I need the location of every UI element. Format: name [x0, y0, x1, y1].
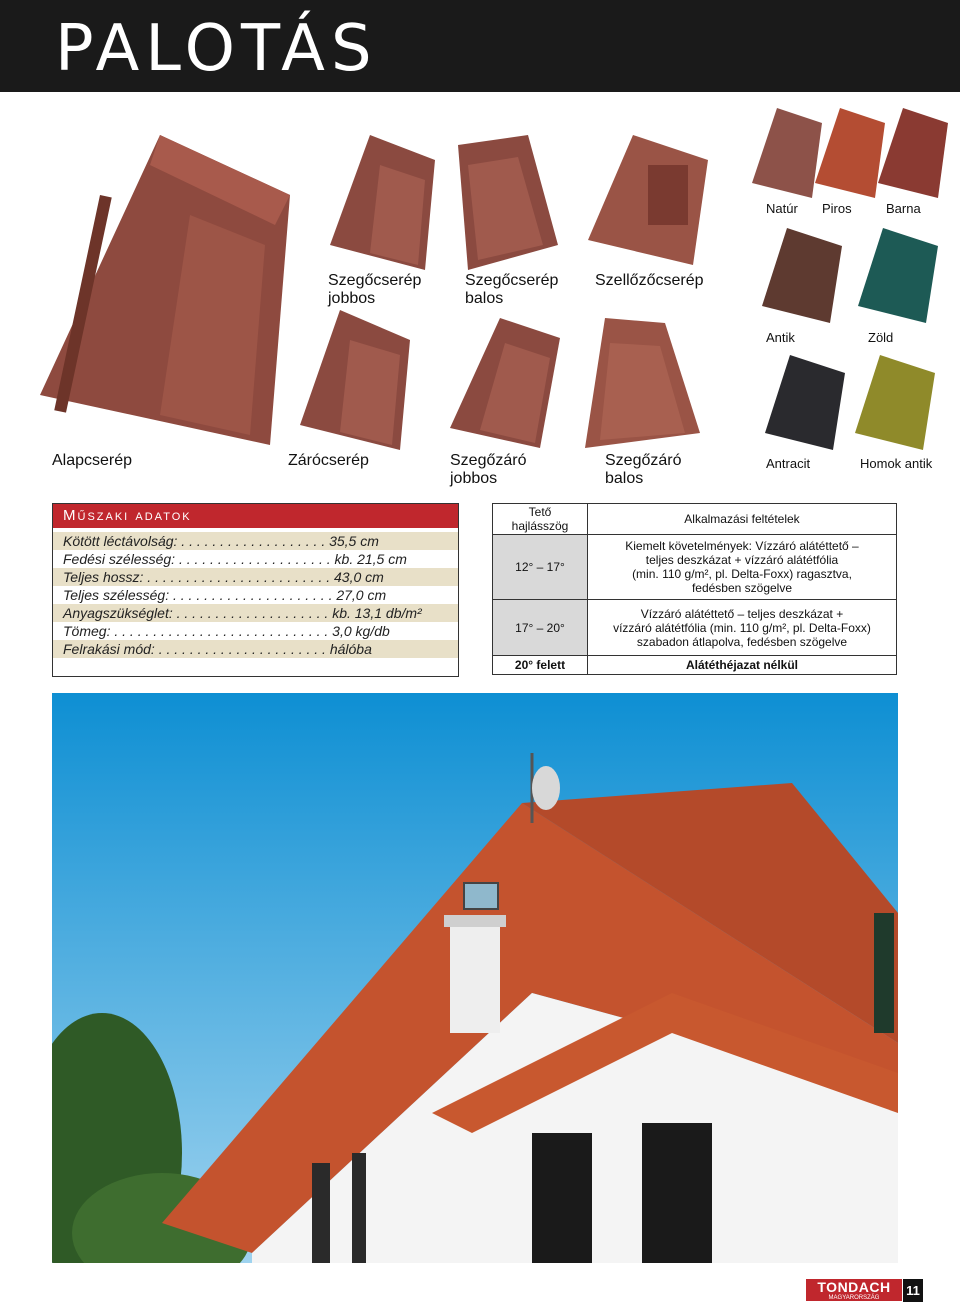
homok-antik-swatch	[855, 355, 935, 450]
natur-swatch	[752, 108, 822, 198]
szegozaro-jobbos-image	[450, 318, 560, 448]
szegozaro-balos-image	[585, 318, 700, 448]
zarocserep-image	[300, 310, 410, 450]
antik-swatch	[762, 228, 842, 323]
table-row3-angle: 20° felett	[492, 655, 588, 675]
color-label-zold: Zöld	[868, 330, 894, 345]
technical-data-heading: Műszaki adatok	[53, 504, 458, 528]
page-title: PALOTÁS	[55, 12, 378, 86]
spec-row: Felrakási mód: . . . . . . . . . . . . . . . . . . . . . . hálóba	[53, 640, 458, 658]
alapcserep-image	[40, 135, 290, 445]
spec-row: Tömeg: . . . . . . . . . . . . . . . . . . . . . . . . . . . . 3,0 kg/db	[63, 623, 390, 639]
label-szegozaro-balos: Szegőzáró balos	[605, 452, 682, 487]
table-row1-angle: 12° – 17°	[492, 534, 588, 600]
house-photo	[52, 693, 898, 1263]
label-szegocserep-jobbos: Szegőcserép jobbos	[328, 272, 422, 307]
table-header-conditions: Alkalmazási feltételek	[587, 503, 897, 535]
spec-row: Kötött léctávolság: . . . . . . . . . . . . . . . . . . . 35,5 cm	[53, 532, 458, 550]
logo-brand-text: TONDACH	[817, 1279, 891, 1295]
spec-row: Teljes szélesség: . . . . . . . . . . . . . . . . . . . . . 27,0 cm	[63, 587, 387, 603]
color-label-barna: Barna	[886, 201, 921, 216]
logo-country-text: MAGYARORSZÁG	[828, 1295, 880, 1301]
color-label-piros: Piros	[822, 201, 852, 216]
page-number: 11	[903, 1279, 923, 1302]
antracit-swatch	[765, 355, 845, 450]
table-row1-conditions: Kiemelt követelmények: Vízzáró alátéttető – teljes deszkázat + vízzáró alátétfólia (min. 110 g/m², pl. Delta-Foxx) ragasztva, fedésben szögelve	[587, 534, 897, 600]
label-alapcserep: Alapcserép	[52, 452, 133, 469]
piros-swatch	[815, 108, 885, 198]
label-szellozocserep: Szellőzőcserép	[595, 272, 704, 289]
application-table	[492, 503, 897, 675]
color-label-natur: Natúr	[766, 201, 798, 216]
spec-row: Anyagszükséglet: . . . . . . . . . . . . . . . . . . . . kb. 13,1 db/m²	[53, 604, 458, 622]
zold-swatch	[858, 228, 938, 323]
label-szegocserep-balos: Szegőcserép balos	[465, 272, 559, 307]
color-label-antracit: Antracit	[766, 456, 811, 471]
barna-swatch	[878, 108, 948, 198]
szegocserep-balos-image	[448, 135, 558, 270]
color-label-antik: Antik	[766, 330, 795, 345]
table-row3-conditions: Alátéthéjazat nélkül	[587, 655, 897, 675]
table-row2-angle: 17° – 20°	[492, 599, 588, 656]
szegocserep-jobbos-image	[330, 135, 435, 270]
table-row2-conditions: Vízzáró alátéttető – teljes deszkázat + vízzáró alátétfólia (min. 110 g/m², pl. Delta-Foxx) szabadon átlapolva, fedésben szögelve	[587, 599, 897, 656]
color-label-homok-antik: Homok antik	[860, 456, 933, 471]
label-zarocserep: Zárócserép	[288, 452, 369, 469]
technical-data-box	[52, 503, 459, 677]
table-header-angle: Tető hajlásszög	[492, 503, 588, 535]
spec-row: Teljes hossz: . . . . . . . . . . . . . . . . . . . . . . . . 43,0 cm	[53, 568, 458, 586]
szellozocserep-image	[588, 135, 708, 265]
label-szegozaro-jobbos: Szegőzáró jobbos	[450, 452, 527, 487]
spec-row: Fedési szélesség: . . . . . . . . . . . . . . . . . . . . kb. 21,5 cm	[63, 551, 407, 567]
